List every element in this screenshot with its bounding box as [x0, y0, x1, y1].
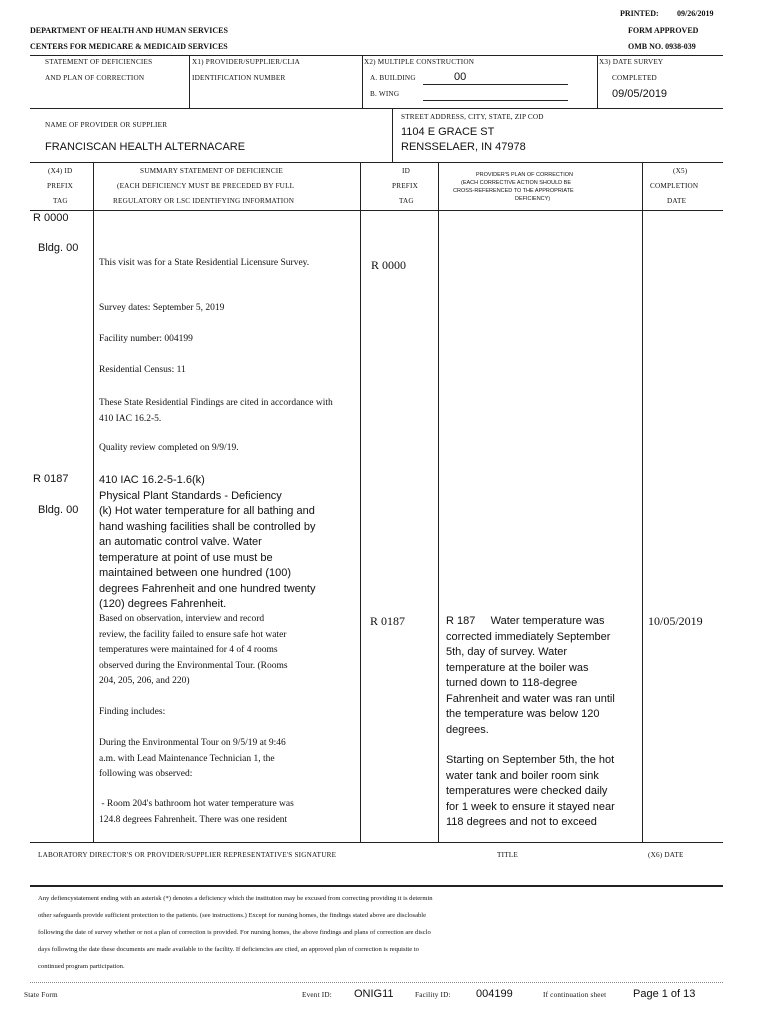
tag-r0187-right: R 0187	[370, 614, 406, 628]
regulation-line: maintained between one hundred (100)	[99, 567, 292, 579]
divider-x3	[597, 55, 598, 108]
centers-heading: CENTERS FOR MEDICARE & MEDICAID SERVICES	[30, 42, 228, 51]
regulation-line: temperature at point of use must be	[99, 551, 273, 564]
provider-name-label: NAME OF PROVIDER OR SUPPLIER	[45, 121, 168, 129]
address-line-1: 1104 E GRACE ST	[401, 126, 495, 138]
correction-line: degrees.	[446, 723, 489, 736]
col-plan-2: (EACH CORRECTIVE ACTION SHOULD BE	[461, 180, 572, 186]
divider-col2	[360, 162, 361, 842]
col-x4-3: TAG	[53, 197, 68, 205]
body-bottom-rule	[30, 842, 723, 843]
quality-review: Quality review completed on 9/9/19.	[99, 443, 239, 453]
correction-line: turned down to 118-degree	[446, 677, 578, 689]
correction-line: Starting on September 5th, the hot	[446, 754, 615, 766]
event-id-label: Event ID:	[302, 991, 332, 999]
title-label: TITLE	[497, 851, 518, 859]
continuation-label: If continuation sheet	[543, 991, 607, 999]
divider-address	[392, 108, 393, 162]
survey-completed-date: 09/05/2019	[612, 88, 668, 100]
col-id-2: PREFIX	[392, 182, 418, 190]
col-id-1: ID	[402, 167, 410, 175]
building-underline	[423, 84, 568, 85]
wing-underline	[423, 100, 568, 101]
col-summary-1: SUMMARY STATEMENT OF DEFICIENCIE	[140, 167, 283, 175]
form-approved: FORM APPROVED	[628, 26, 699, 35]
divider-col4	[642, 162, 643, 842]
correction-line: Fahrenheit and water was ran until	[446, 692, 615, 705]
provider-top-rule	[30, 108, 723, 109]
state-form-label: State Form	[24, 991, 58, 999]
x1-label-2: IDENTIFICATION NUMBER	[192, 74, 286, 82]
observation-line: observed during the Environmental Tour. (Rooms	[99, 660, 288, 671]
regulation-line: (k) Hot water temperature for all bathing and	[99, 505, 315, 517]
survey-dates: Survey dates: September 5, 2019	[99, 303, 225, 313]
correction-line: corrected immediately September	[446, 630, 611, 643]
tag-r0000-right: R 0000	[371, 258, 407, 272]
completion-date: 10/05/2019	[648, 614, 703, 628]
tour-line: During the Environmental Tour on 9/5/19 at 9:46	[99, 738, 286, 748]
correction-line: the temperature was below 120	[446, 708, 600, 720]
col-x4-1: (X4) ID	[48, 167, 73, 175]
regulation-line: degrees Fahrenheit and one hundred twenty	[99, 582, 316, 595]
tag-r0000: R 0000	[33, 212, 69, 224]
omb-number: OMB NO. 0938-039	[628, 42, 696, 51]
wing-label: B. WING	[370, 90, 400, 98]
col-x4-2: PREFIX	[47, 182, 73, 190]
tag-r0187: R 0187	[33, 473, 69, 485]
col-summary-2: (EACH DEFICIENCY MUST BE PRECEDED BY FULL	[117, 182, 295, 190]
building-value: 00	[454, 71, 467, 83]
signature-bottom-rule	[30, 885, 723, 887]
tour-line: a.m. with Lead Maintenance Technician 1, the	[99, 753, 275, 764]
observation-line: 204, 205, 206, and 220)	[99, 676, 190, 686]
completed-label: COMPLETED	[612, 74, 657, 82]
footer-rule	[30, 982, 723, 983]
col-plan-3: CROSS-REFERENCED TO THE APPROPRIATE	[453, 188, 574, 194]
x2-label: X2) MULTIPLE CONSTRUCTION	[364, 58, 475, 66]
regulation-line: (120) degrees Fahrenheit.	[99, 598, 227, 610]
observation-line: review, the facility failed to ensure safe hot water	[99, 629, 287, 640]
bldg-r0187: Bldg. 00	[38, 504, 79, 516]
observation-line: temperatures were maintained for 4 of 4 rooms	[99, 645, 278, 655]
building-label: A. BUILDING	[370, 74, 416, 82]
findings-cited: These State Residential Findings are cited in accordance with 410 IAC 16.2-5.	[99, 398, 333, 424]
provider-name: FRANCISCAN HEALTH ALTERNACARE	[45, 141, 246, 153]
correction-line: water tank and boiler room sink	[446, 769, 599, 782]
signature-label: LABORATORY DIRECTOR'S OR PROVIDER/SUPPLIER REPRESENTATIVE'S SIGNATURE	[38, 851, 337, 859]
facility-number: Facility number: 004199	[99, 334, 193, 344]
event-id: ONIG11	[354, 988, 394, 1000]
department-heading: DEPARTMENT OF HEALTH AND HUMAN SERVICES	[30, 26, 228, 35]
bldg-r0000: Bldg. 00	[38, 242, 79, 254]
printed-label: PRINTED:	[620, 9, 659, 18]
regulation-line: an automatic control valve. Water	[99, 536, 262, 548]
room-line: - Room 204's bathroom hot water temperature was	[99, 799, 294, 809]
address-line-2: RENSSELAER, IN 47978	[401, 141, 526, 153]
statement-label-2: AND PLAN OF CORRECTION	[45, 74, 145, 82]
col-x5-1: (X5)	[673, 167, 688, 175]
col-x5-2: COMPLETION	[650, 182, 699, 190]
col-summary-3: REGULATORY OR LSC IDENTIFYING INFORMATION	[113, 197, 295, 205]
col-x5-3: DATE	[667, 197, 687, 205]
divider-stmt	[189, 55, 190, 108]
regulation-line: 410 IAC 16.2-5-1.6(k)	[99, 474, 205, 486]
printed-date: 09/26/2019	[677, 9, 714, 18]
room-line: 124.8 degrees Fahrenheit. There was one resident	[99, 814, 288, 825]
page-number: Page 1 of 13	[633, 988, 696, 1000]
divider-col1	[93, 162, 94, 842]
regulation-line: hand washing facilities shall be controlled by	[99, 520, 316, 533]
columns-top-rule	[30, 162, 723, 163]
correction-line: R 187 Water temperature was	[446, 615, 605, 627]
observation-line: Based on observation, interview and record	[99, 614, 265, 624]
disclaimer-line: Any defiencystatement ending with an asterisk (*) denotes a deficiency which the institution may be excused from correcting providing it is determin	[38, 895, 433, 902]
disclaimer-line: continued program participation.	[38, 963, 125, 970]
facility-id-label: Facility ID:	[415, 991, 451, 999]
tour-line: following was observed:	[99, 769, 193, 779]
disclaimer-line: days following the date these documents are made available to the facility. If deficiencies are cited, an approved plan of correction is requisite to	[38, 946, 419, 953]
x1-label-1: X1) PROVIDER/SUPPLIER/CLIA	[192, 58, 301, 66]
divider-x2	[362, 55, 363, 108]
col-plan-4: DEFICIENCY)	[515, 196, 551, 202]
correction-line: 5th, day of survey. Water	[446, 646, 568, 658]
statement-label-1: STATEMENT OF DEFICIENCIES	[45, 58, 153, 66]
correction-line: temperatures were checked daily	[446, 785, 608, 797]
correction-line: for 1 week to ensure it stayed near	[446, 800, 615, 813]
col-plan-1: PROVIDER'S PLAN OF CORRECTION	[476, 172, 574, 178]
address-label: STREET ADDRESS, CITY, STATE, ZIP COD	[401, 113, 544, 121]
visit-text: This visit was for a State Residential Licensure Survey.	[99, 258, 310, 268]
correction-line: 118 degrees and not to exceed	[446, 816, 597, 828]
date-label: (X6) DATE	[648, 851, 684, 859]
top-rule	[30, 55, 723, 56]
col-id-3: TAG	[399, 197, 414, 205]
facility-id: 004199	[476, 988, 513, 1000]
finding-includes: Finding includes:	[99, 707, 166, 717]
correction-line: temperature at the boiler was	[446, 661, 589, 674]
disclaimer-line: other safeguards provide sufficient protection to the patients. (see instructions.) Except for nursing homes, the findings stated above are disclosable	[38, 912, 427, 919]
columns-bottom-rule	[30, 210, 723, 211]
x3-label: X3) DATE SURVEY	[599, 58, 664, 66]
divider-col3	[438, 162, 439, 842]
disclaimer-line: following the date of survey whether or not a plan of correction is provided. For nursing homes, the above findings and plans of correction are disclo	[38, 929, 431, 936]
regulation-line: Physical Plant Standards - Deficiency	[99, 489, 282, 502]
residential-census: Residential Census: 11	[99, 365, 186, 375]
